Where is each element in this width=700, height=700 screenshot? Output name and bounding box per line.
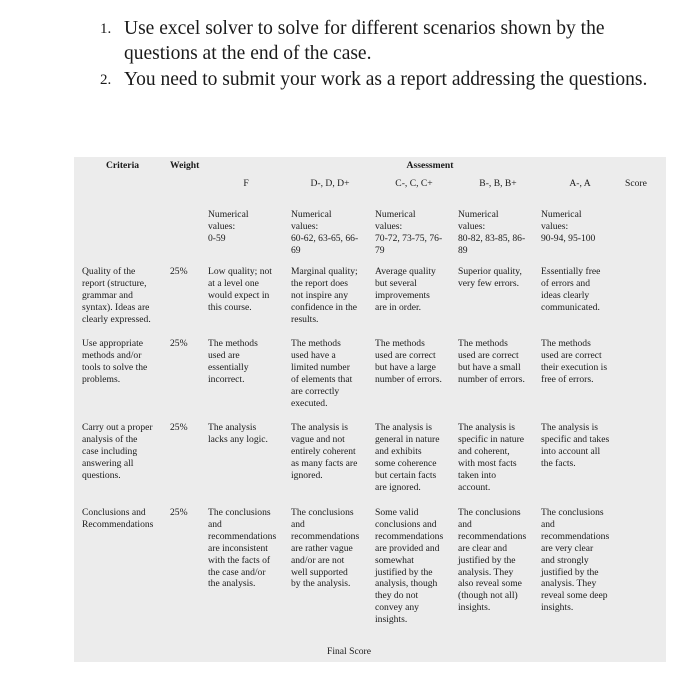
numerical-f: Numerical values: 0-59 bbox=[208, 209, 249, 244]
weight-analysis: 25% bbox=[170, 422, 188, 433]
weight-quality: 25% bbox=[170, 266, 188, 277]
instruction-number: 2. bbox=[100, 72, 112, 88]
numerical-d: Numerical values: 60-62, 63-65, 66- 69 bbox=[291, 209, 359, 256]
instructions-list bbox=[100, 16, 660, 93]
header-score: Score bbox=[625, 178, 647, 189]
criteria-analysis: Carry out a proper analysis of the case including answering all questions. bbox=[82, 422, 153, 481]
grade-b: B-, B, B+ bbox=[479, 178, 517, 189]
cell-quality-d: Marginal quality; the report does not inspire any confidence in the results. bbox=[291, 266, 358, 325]
cell-quality-f: Low quality; not at a level one would expect in this course. bbox=[208, 266, 272, 313]
cell-conclusions-c: Some valid conclusions and recommendations are provided and somewhat justified by the analysis, though they do not convey any insights. bbox=[375, 507, 444, 626]
grade-d: D-, D, D+ bbox=[310, 178, 350, 189]
numerical-c: Numerical values: 70-72, 73-75, 76- 79 bbox=[375, 209, 443, 256]
cell-conclusions-a: The conclusions and recommendations are very clear and strongly justified by the analysis. They reveal some deep insights. bbox=[541, 507, 610, 614]
grade-a: A-, A bbox=[569, 178, 591, 189]
cell-conclusions-b: The conclusions and recommendations are clear and justified by the analysis. They also reveal some (though not all) insights. bbox=[458, 507, 527, 614]
header-assessment: Assessment bbox=[406, 160, 454, 171]
numerical-b: Numerical values: 80-82, 83-85, 86- 89 bbox=[458, 209, 526, 256]
instruction-item bbox=[100, 16, 660, 66]
criteria-conclusions: Conclusions and Recommendations bbox=[82, 507, 154, 530]
weight-conclusions: 25% bbox=[170, 507, 188, 518]
criteria-methods: Use appropriate methods and/or tools to solve the problems. bbox=[82, 338, 148, 385]
numerical-a: Numerical values: 90-94, 95-100 bbox=[541, 209, 596, 244]
cell-analysis-c: The analysis is general in nature and exhibits some coherence but certain facts are ignored. bbox=[375, 422, 440, 493]
cell-analysis-d: The analysis is vague and not entirely coherent as many facts are ignored. bbox=[291, 422, 358, 481]
cell-conclusions-f: The conclusions and recommendations are inconsistent with the facts of the case and/or the analysis. bbox=[208, 507, 277, 590]
cell-methods-c: The methods used are correct but have a large number of errors. bbox=[375, 338, 442, 385]
cell-quality-c: Average quality but several improvements are in order. bbox=[375, 266, 436, 313]
cell-methods-a: The methods used are correct their execution is free of errors. bbox=[541, 338, 608, 385]
cell-analysis-a: The analysis is specific and takes into account all the facts. bbox=[541, 422, 610, 469]
grade-c: C-, C, C+ bbox=[395, 178, 433, 189]
instruction-text: You need to submit your work as a report addressing the questions. bbox=[124, 69, 648, 90]
header-criteria: Criteria bbox=[106, 160, 140, 171]
cell-quality-a: Essentially free of errors and ideas clearly communicated. bbox=[541, 266, 601, 313]
cell-methods-f: The methods used are essentially incorrect. bbox=[208, 338, 258, 385]
header-weight: Weight bbox=[170, 160, 200, 171]
cell-analysis-f: The analysis lacks any logic. bbox=[208, 422, 268, 445]
cell-conclusions-d: The conclusions and recommendations are rather vague and/or are not well supported by the analysis. bbox=[291, 507, 360, 590]
weight-methods: 25% bbox=[170, 338, 188, 349]
cell-methods-d: The methods used have a limited number of elements that are correctly executed. bbox=[291, 338, 353, 409]
grade-f: F bbox=[243, 178, 249, 189]
instruction-item bbox=[100, 67, 660, 92]
criteria-quality: Quality of the report (structure, grammar and syntax). Ideas are clearly expressed. bbox=[82, 266, 151, 325]
cell-quality-b: Superior quality, very few errors. bbox=[458, 266, 522, 289]
instruction-text: Use excel solver to solve for different scenarios shown by the questions at the end of the case. bbox=[124, 18, 605, 64]
instruction-number: 1. bbox=[100, 21, 112, 37]
cell-analysis-b: The analysis is specific in nature and coherent, with most facts taken into account. bbox=[458, 422, 525, 493]
cell-methods-b: The methods used are correct but have a small number of errors. bbox=[458, 338, 525, 385]
final-score-label: Final Score bbox=[327, 646, 371, 657]
